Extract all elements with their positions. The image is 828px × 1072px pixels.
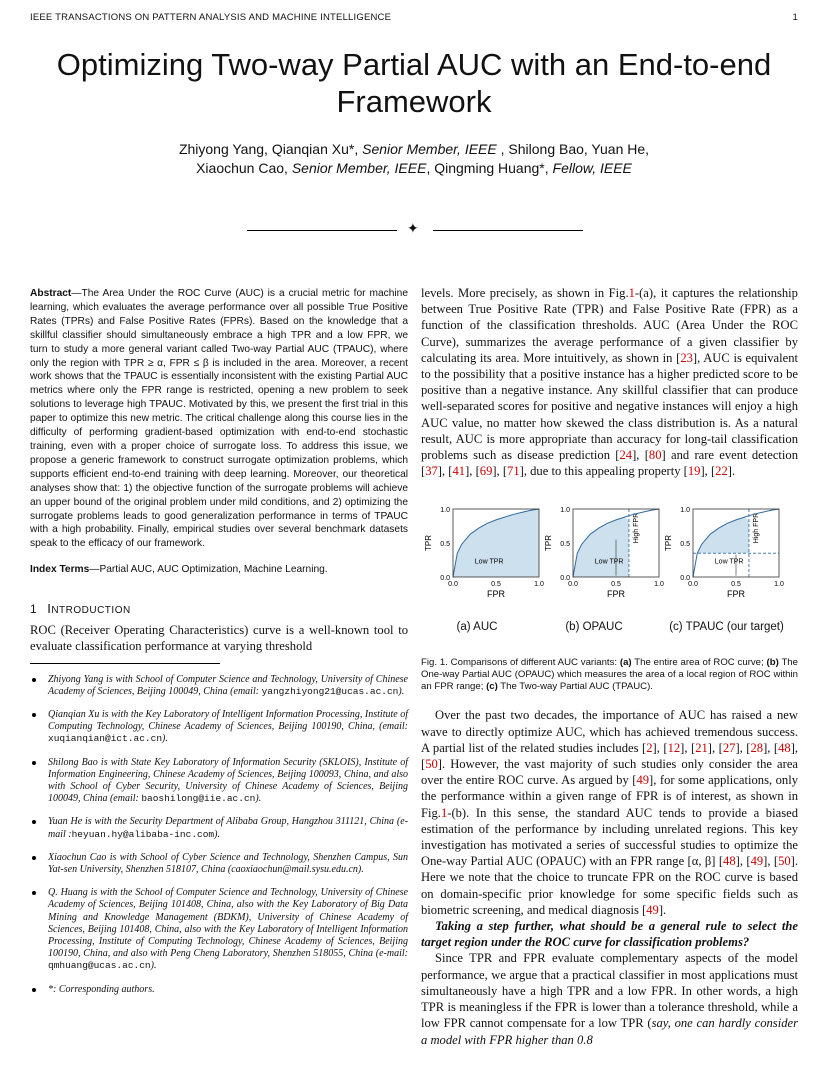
footnote-item: Qianqian Xu is with the Key Laboratory of Intelligent Information Processing, Institute of Computing Technology, Chinese Academy of Sciences, Beijing 100190, China, (email: xuqianqian@ict.ac.cn). <box>48 709 408 745</box>
x-tick-label: 1.0 <box>534 581 544 589</box>
footnote-item: Q. Huang is with the School of Computer Science and Technology, University of Chinese Academy of Sciences, Beijing 101408, China, also with the Key Laboratory of Big Data Mining and Knowledge Management (BDKM), University of Chinese Academy of Sciences, Beijing 101408, China, also with the Key Laboratory of Intelligent Information Processing, Institute of Computing Technology, Chinese Academy of Sciences, Beijing 100190, China, and also with Peng Cheng Laboratory, Shenzhen 518055, China (e-mail: qmhuang@ucas.ac.cn). <box>48 887 408 972</box>
figure-caption: Fig. 1. Comparisons of different AUC variants: (a) The entire area of ROC curve; (b) The One-way Partial AUC (OPAUC) which measures the area of a local region of ROC within an FPR range; (c) The Two-way Partial AUC (TPAUC). <box>421 657 798 693</box>
y-tick-label: 0.0 <box>680 575 690 583</box>
intro-paragraph-continued: levels. More precisely, as shown in Fig.1-(a), it captures the relationship between True Positive Rate (TPR) and False Positive Rate (FPR) as a function of the classification thresholds. AUC (Area Under the ROC Curve), summarizes the average performance of a given classifier by calculating its area. More intuitively, as shown in [23], AUC is equivalent to the possibility that a positive instance has a higher predicted score to be positive than a negative instance. Any skillful classifier that can produce well-separated scores for positive and negative instances will enjoy a high AUC value, no matter how skewed the class distribution is. As a natural result, AUC is more appropriate than accuracy for long-tail classification problems such as disease prediction [24], [80] and rare event detection [37], [41], [69], [71], due to this appealing property [19], [22]. <box>421 286 799 479</box>
subfigure-captions <box>421 621 798 633</box>
y-axis-label: TPR <box>544 535 553 552</box>
title-line-2: Framework <box>336 84 492 119</box>
auc-area <box>453 509 539 577</box>
low-tpr-label: Low TPR <box>594 558 624 566</box>
footnote-item: Xiaochun Cao is with School of Cyber Science and Technology, Shenzhen Campus, Sun Yat-sen University, Shenzhen 518107, China (caoxiaochun@mail.sysu.edu.cn). <box>48 851 408 876</box>
x-axis-label: FPR <box>607 589 625 600</box>
title-divider: ✦ <box>247 230 583 232</box>
section-heading: 1 INTRODUCTION <box>30 601 131 617</box>
y-tick-label: 0.5 <box>680 541 690 549</box>
author-list <box>30 140 798 178</box>
y-axis-label: TPR <box>424 535 433 552</box>
authors-line-2: Xiaochun Cao, Senior Member, IEEE, Qingming Huang*, Fellow, IEEE <box>196 160 632 176</box>
y-tick-label: 1.0 <box>560 507 570 515</box>
paragraph-3: Taking a step further, what should be a general rule to select the target region under the ROC curve for classification problems? <box>421 919 798 950</box>
paper-title <box>20 46 808 120</box>
x-tick-label: 0.5 <box>611 581 621 589</box>
right-column <box>421 285 798 1048</box>
footnote-item: Yuan He is with the Security Department of Alibaba Group, Hangzhou 311121, China (e-mail :heyuan.hy@alibaba-inc.com). <box>48 816 408 840</box>
x-tick-label: 0.5 <box>731 581 741 589</box>
y-tick-label: 0.5 <box>560 541 570 549</box>
figure-1 <box>421 501 798 619</box>
x-tick-label: 0.0 <box>568 581 578 589</box>
page-number: 1 <box>792 12 798 23</box>
footnote-item: Shilong Bao is with State Key Laboratory of Information Security (SKLOIS), Institute of Information Engineering, Chinese Academy of Sciences, Beijing 100093, China, and also with School of Cyber Security, University of Chinese Academy of Sciences, Beijing 100049, China (email: baoshilong@iie.ac.cn). <box>48 756 408 805</box>
caption-tpauc: (c) TPAUC (our target) <box>669 621 784 634</box>
index-terms: Index Terms—Partial AUC, AUC Optimization, Machine Learning. <box>30 564 328 576</box>
footnote-item: Zhiyong Yang is with School of Computer Science and Technology, University of Chinese Academy of Sciences, Beijing 100049, China (email: yangzhiyong21@ucas.ac.cn). <box>48 673 408 697</box>
caption-opauc: (b) OPAUC <box>565 621 623 634</box>
journal-name: IEEE TRANSACTIONS ON PATTERN ANALYSIS AND MACHINE INTELLIGENCE <box>30 12 392 23</box>
high-fpr-label: High FPR <box>752 513 760 544</box>
x-axis-label: FPR <box>727 589 745 600</box>
x-tick-label: 0.0 <box>688 581 698 589</box>
paragraph-4: Since TPR and FPR evaluate complementary aspects of the model performance, we argue that a practical classifier in most applications must simultaneously have a high TPR and a low FPR. In other words, a high TPR is meaningless if the FPR is lower than a tolerance threshold, while a low FPR cannot compensate for a low TPR (say, one can hardly consider a model with FPR higher than 0.8 <box>421 951 798 1047</box>
x-tick-label: 0.5 <box>491 581 501 589</box>
x-tick-label: 1.0 <box>654 581 664 589</box>
y-tick-label: 0.0 <box>440 575 450 583</box>
high-fpr-label: High FPR <box>632 513 640 544</box>
low-tpr-label: Low TPR <box>474 558 504 566</box>
running-header <box>30 12 798 23</box>
low-tpr-label: Low TPR <box>714 558 744 566</box>
paragraph-2: Over the past two decades, the importance of AUC has raised a new wave to directly optimize AUC, which has achieved tremendous success. A partial list of the related studies includes [2], [12], [21], [27], [28], [48], [50]. However, the vast majority of such studies only consider the area over the entire ROC curve. As argued by [49], for some applications, only the performance within a given range of FPR is of interest, as shown in Fig.1-(b). In this sense, the standard AUC tends to provide a biased estimation of the performance by including unrelated regions. This key investigation has motivated a series of successful studies to optimize the One-way Partial AUC (OPAUC) with an FPR range [α, β] [48], [49], [50]. Here we note that the choice to truncate FPR on the ROC curve is based on domain-specific prior knowledge for some specific fields such as biometric screening, and medical diagnosis [49]. <box>421 708 799 917</box>
caption-auc: (a) AUC <box>456 621 498 634</box>
tpauc-area <box>693 518 749 554</box>
x-tick-label: 1.0 <box>774 581 784 589</box>
y-tick-label: 1.0 <box>680 507 690 515</box>
y-tick-label: 0.0 <box>560 575 570 583</box>
y-tick-label: 0.5 <box>440 541 450 549</box>
y-axis-label: TPR <box>664 535 673 552</box>
title-line-1: Optimizing Two-way Partial AUC with an End-to-end <box>56 47 772 82</box>
affiliation-footnotes <box>30 674 408 996</box>
roc-comparison-chart <box>421 501 798 619</box>
abstract: Abstract—The Area Under the ROC Curve (AUC) is a crucial metric for machine learning, which evaluates the average performance over all possible True Positive Rates (TPRs) and False Positive Rates (FPRs). Based on the knowledge that a skillful classifier should simultaneously embrace a high TPR and a low FPR, we turn to study a more general variant called Two-way Partial AUC (TPAUC), where only the region with TPR ≥ α, FPR ≤ β is included in the area. Moreover, a recent work shows that the TPAUC is essentially inconsistent with the existing Partial AUC metrics where only the FPR range is restricted, opening a new problem to seek solutions to leverage high TPAUC. Motivated by this, we present the first trial in this paper to optimize this new metric. The critical challenge along this course lies in the difficulty of performing gradient-based optimization with end-to-end stochastic training, even with a proper choice of surrogate loss. To address this issue, we propose a generic framework to construct surrogate optimization problems, which supports efficient end-to-end training with deep learning. Moreover, our theoretical analyses show that: 1) the objective function of the surrogate problems will achieve an upper bound of the original problem under mild conditions, and 2) optimizing the surrogate problems leads to good generalization performance in terms of TPAUC with a high probability. Finally, empirical studies over several benchmark datasets speak to the efficacy of our framework. <box>30 288 408 550</box>
footnote-item: *: Corresponding authors. <box>48 984 408 996</box>
x-axis-label: FPR <box>487 589 505 600</box>
left-column <box>30 287 408 1007</box>
intro-paragraph-start: ROC (Receiver Operating Characteristics) curve is a well-known tool to evaluate classification performance at varying threshold <box>30 623 408 654</box>
opauc-area <box>573 518 629 578</box>
authors-line-1: Zhiyong Yang, Qianqian Xu*, Senior Member, IEEE , Shilong Bao, Yuan He, <box>178 141 650 157</box>
x-tick-label: 0.0 <box>448 581 458 589</box>
y-tick-label: 1.0 <box>440 507 450 515</box>
